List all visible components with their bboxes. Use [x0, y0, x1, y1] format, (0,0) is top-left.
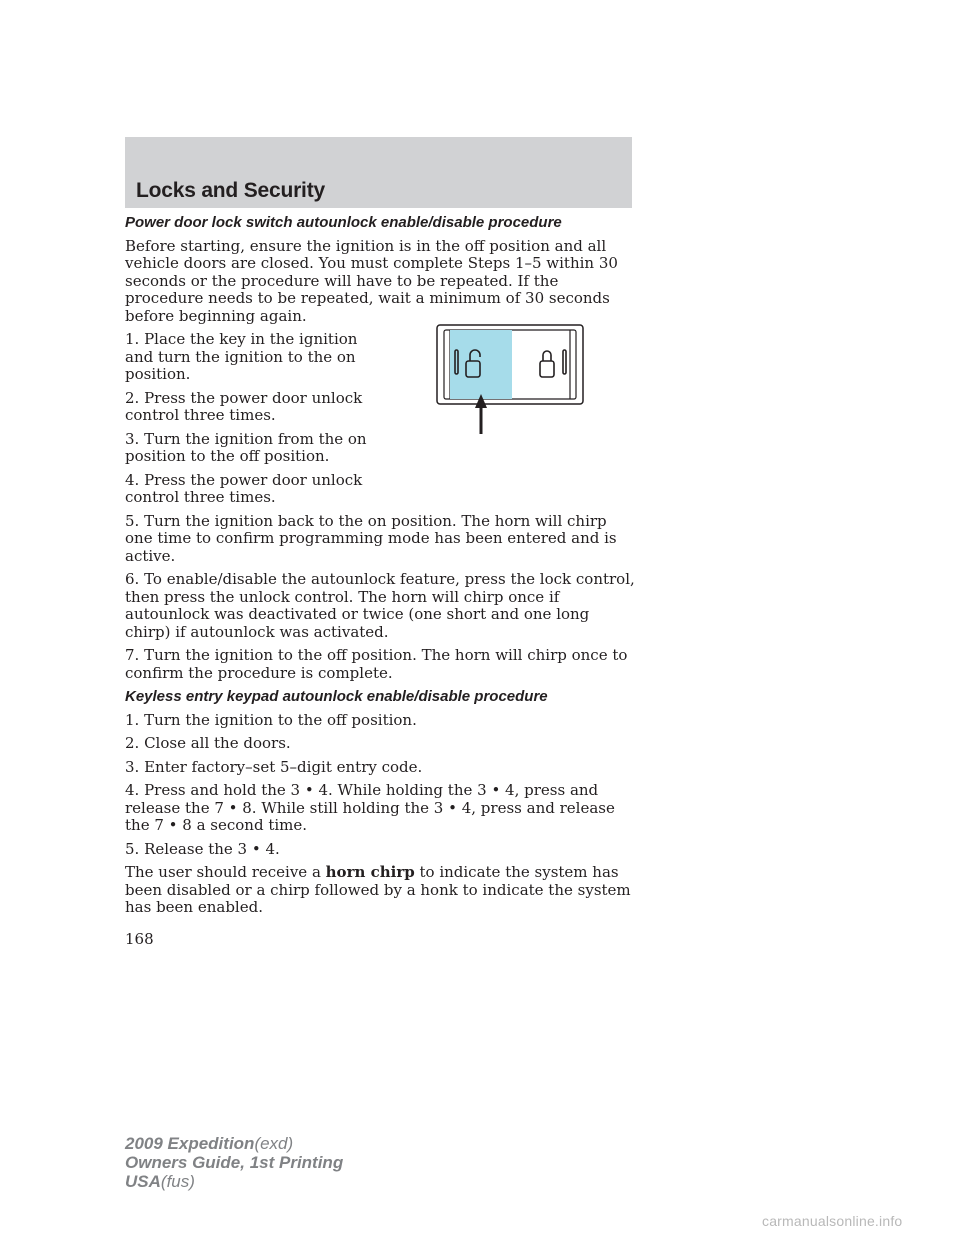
footer-model: 2009 Expedition [125, 1134, 255, 1153]
step-item: 3. Enter factory–set 5–digit entry code. [125, 757, 423, 776]
step-item: 6. To enable/disable the autounlock feature, press the lock control, then press the unlock control. The horn will chirp once if autounlock was deactivated or twice (one short and one long chirp) if autounlock was activated. [125, 570, 635, 641]
step-item: 5. Release the 3 • 4. [125, 839, 280, 858]
procedure-heading-keypad: Keyless entry keypad autounlock enable/disable procedure [125, 688, 548, 705]
closing-text-end: to indicate the system has been disabled or a chirp followed by a honk to indicate the system has been enabled. [125, 863, 631, 916]
closing-paragraph [125, 864, 635, 917]
horn-chirp-term: horn chirp [325, 863, 415, 881]
footer-model-code: (exd) [254, 1134, 294, 1153]
step-item: 2. Press the power door unlock control three times. [125, 388, 363, 424]
footer-line [125, 1134, 343, 1153]
step-item: 1. Turn the ignition to the off position. [125, 710, 417, 729]
section-header [125, 137, 632, 208]
footer-print-info [125, 1134, 343, 1191]
closing-text-start: The user should receive a [125, 863, 326, 881]
procedure-heading-power-lock: Power door lock switch autounlock enable/disable procedure [125, 214, 562, 231]
footer-line [125, 1172, 343, 1191]
step-item: 1. Place the key in the ignition and turn the ignition to the on position. [125, 330, 358, 383]
step-item: 3. Turn the ignition from the on position to the off position. [125, 429, 367, 465]
footer-market-code: (fus) [160, 1172, 195, 1191]
page-number: 168 [125, 930, 154, 948]
footer-market: USA [125, 1172, 161, 1191]
watermark: carmanualsonline.info [762, 1213, 903, 1229]
step-item: 2. Close all the doors. [125, 734, 291, 752]
unlock-highlight [450, 330, 512, 399]
footer-guide: Owners Guide, 1st Printing [125, 1153, 344, 1172]
page-content [125, 214, 635, 923]
section-title: Locks and Security [136, 179, 325, 202]
step-item: 5. Turn the ignition back to the on position. The horn will chirp one time to confirm programming mode has been entered and is active. [125, 511, 617, 565]
intro-paragraph: Before starting, ensure the ignition is in the off position and all vehicle doors are closed. You must complete Steps 1–5 within 30 seconds or the procedure will have to be repeated. If the procedure needs to be repeated, wait a minimum of 30 seconds before beginning again. [125, 236, 618, 325]
step-item: 4. Press the power door unlock control three times. [125, 470, 363, 506]
step-item: 4. Press and hold the 3 • 4. While holding the 3 • 4, press and release the 7 • 8. While still holding the 3 • 4, press and release the 7 • 8 a second time. [125, 781, 615, 834]
step-item: 7. Turn the ignition to the off position. The horn will chirp once to confirm the procedure is complete. [125, 646, 628, 682]
door-lock-switch-figure [436, 324, 584, 436]
